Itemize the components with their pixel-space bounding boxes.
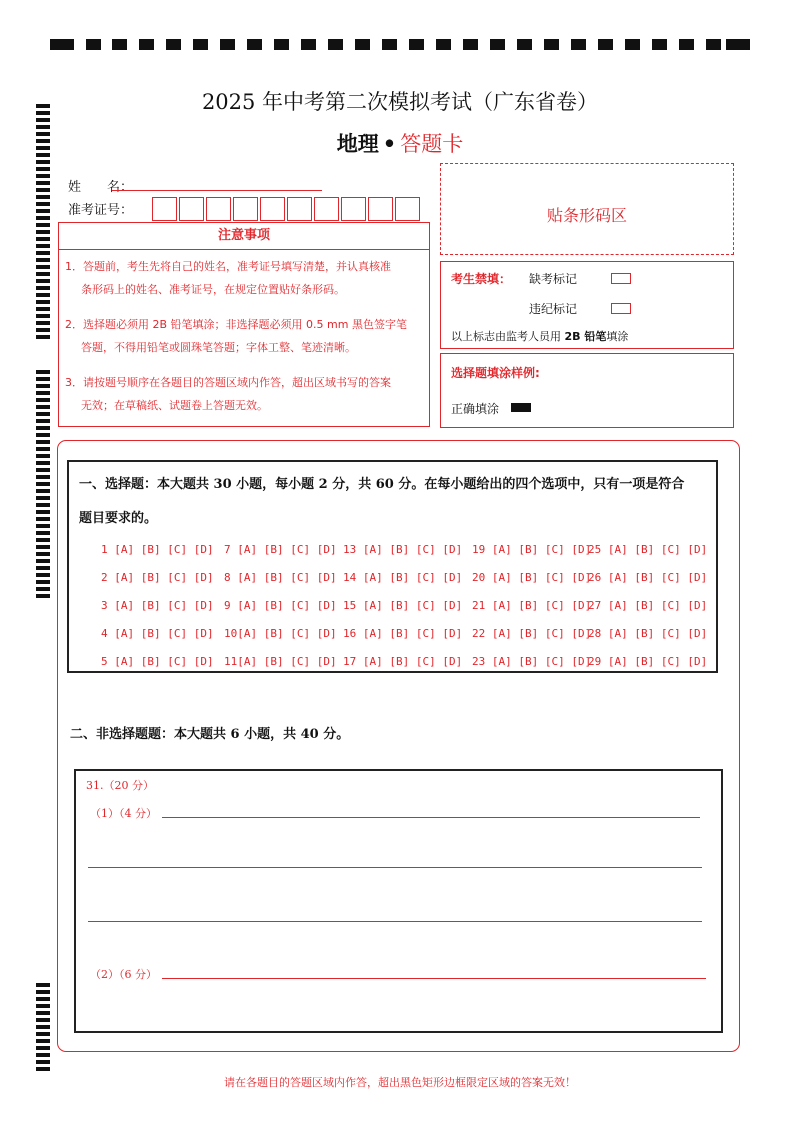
choice-question[interactable]: 26 [A] [B] [C] [D]	[588, 571, 708, 584]
timing-mark	[36, 454, 50, 458]
timing-mark	[36, 1004, 50, 1008]
choice-question[interactable]: 27 [A] [B] [C] [D]	[588, 599, 708, 612]
id-digit-box[interactable]	[395, 197, 420, 221]
choice-question[interactable]: 7 [A] [B] [C] [D]	[224, 543, 337, 556]
sample-heading: 选择题填涂样例:	[451, 366, 540, 380]
timing-mark	[36, 307, 50, 311]
violation-mark-box[interactable]	[611, 303, 631, 314]
timing-mark	[36, 1039, 50, 1043]
choice-question[interactable]: 20 [A] [B] [C] [D]	[472, 571, 592, 584]
timing-mark	[36, 251, 50, 255]
timing-mark	[36, 1032, 50, 1036]
choice-question[interactable]: 23 [A] [B] [C] [D]	[472, 655, 592, 668]
timing-mark	[36, 1018, 50, 1022]
notice-item: 答题，不得用铅笔或圆珠笔答题；字体工整、笔迹清晰。	[81, 341, 356, 354]
timing-mark	[36, 1011, 50, 1015]
timing-mark	[36, 1060, 50, 1064]
timing-mark	[36, 174, 50, 178]
timing-mark	[36, 272, 50, 276]
timing-mark	[36, 496, 50, 500]
section1-instructions-line1: 一、选择题：本大题共 30 小题，每小题 2 分，共 60 分。在每小题给出的四个选项中，只有一项是符合	[79, 477, 685, 492]
ban-label: 考生禁填：	[451, 272, 512, 286]
notice-item: 1．答题前，考生先将自己的姓名，准考证号填写清楚，并认真核准	[65, 260, 391, 273]
timing-mark	[36, 1025, 50, 1029]
timing-mark	[36, 461, 50, 465]
choice-question[interactable]: 4 [A] [B] [C] [D]	[101, 627, 214, 640]
id-digit-box[interactable]	[260, 197, 285, 221]
choice-question[interactable]: 19 [A] [B] [C] [D]	[472, 543, 592, 556]
timing-mark	[36, 314, 50, 318]
timing-mark	[36, 293, 50, 297]
choice-question[interactable]: 28 [A] [B] [C] [D]	[588, 627, 708, 640]
timing-mark	[36, 195, 50, 199]
choice-question[interactable]: 13 [A] [B] [C] [D]	[343, 543, 463, 556]
timing-mark	[36, 531, 50, 535]
choice-question[interactable]: 29 [A] [B] [C] [D]	[588, 655, 708, 668]
timing-mark	[36, 321, 50, 325]
timing-mark	[36, 447, 50, 451]
timing-mark	[36, 440, 50, 444]
timing-mark	[36, 426, 50, 430]
choice-question[interactable]: 16 [A] [B] [C] [D]	[343, 627, 463, 640]
timing-mark	[36, 412, 50, 416]
choice-question[interactable]: 1 [A] [B] [C] [D]	[101, 543, 214, 556]
timing-mark	[36, 244, 50, 248]
timing-mark	[36, 188, 50, 192]
q31-part2-label: （2）（6 分）	[90, 968, 157, 981]
timing-mark	[36, 566, 50, 570]
choice-question[interactable]: 2 [A] [B] [C] [D]	[101, 571, 214, 584]
notice-heading: 注意事项	[59, 223, 429, 250]
timing-mark	[36, 475, 50, 479]
timing-mark	[36, 990, 50, 994]
name-label: 姓 名：	[68, 180, 134, 195]
notice-item: 条形码上的姓名、准考证号，在规定位置贴好条形码。	[81, 283, 345, 296]
timing-mark	[36, 573, 50, 577]
timing-mark	[36, 286, 50, 290]
choice-question[interactable]: 10[A] [B] [C] [D]	[224, 627, 337, 640]
multiple-choice-section	[67, 460, 718, 673]
timing-mark	[36, 384, 50, 388]
q31-part1-label: （1）（4 分）	[90, 807, 157, 820]
notice-item: 2．选择题必须用 2B 铅笔填涂；非选择题必须用 0.5 mm 黑色签字笔	[65, 318, 407, 331]
timing-mark	[36, 517, 50, 521]
timing-mark	[36, 223, 50, 227]
section1-instructions	[79, 468, 709, 536]
choice-question[interactable]: 9 [A] [B] [C] [D]	[224, 599, 337, 612]
answer-line[interactable]	[88, 921, 702, 922]
timing-mark	[36, 335, 50, 339]
choice-question[interactable]: 8 [A] [B] [C] [D]	[224, 571, 337, 584]
timing-mark	[36, 468, 50, 472]
id-digit-box[interactable]	[152, 197, 177, 221]
id-digit-box[interactable]	[341, 197, 366, 221]
timing-mark	[36, 433, 50, 437]
timing-mark	[36, 300, 50, 304]
correct-fill-label: 正确填涂	[451, 402, 500, 416]
violation-label: 违纪标记	[529, 302, 578, 316]
timing-mark	[36, 482, 50, 486]
answer-line[interactable]	[162, 817, 700, 818]
timing-mark	[36, 587, 50, 591]
sample-box	[440, 353, 734, 428]
name-field[interactable]	[112, 190, 322, 191]
timing-mark	[36, 265, 50, 269]
choice-question[interactable]: 15 [A] [B] [C] [D]	[343, 599, 463, 612]
id-number-boxes[interactable]	[152, 197, 422, 221]
ban-box	[440, 261, 734, 349]
id-digit-box[interactable]	[233, 197, 258, 221]
answer-line[interactable]	[88, 867, 702, 868]
section2-title: 二、非选择题题：本大题共 6 小题，共 40 分。	[70, 727, 350, 742]
card-subtitle	[0, 128, 800, 158]
free-response-section	[74, 769, 723, 1033]
timing-mark	[36, 580, 50, 584]
timing-mark	[36, 1067, 50, 1071]
separator: •	[382, 131, 397, 156]
id-label: 准考证号：	[68, 203, 134, 218]
timing-mark	[36, 258, 50, 262]
timing-mark	[36, 510, 50, 514]
timing-mark	[36, 118, 50, 122]
barcode-area: 贴条形码区	[440, 163, 734, 255]
choice-question[interactable]: 25 [A] [B] [C] [D]	[588, 543, 708, 556]
timing-mark	[36, 202, 50, 206]
timing-mark	[36, 489, 50, 493]
choice-question[interactable]: 17 [A] [B] [C] [D]	[343, 655, 463, 668]
timing-mark	[36, 181, 50, 185]
subject-label: 地理	[336, 132, 379, 156]
id-digit-box[interactable]	[314, 197, 339, 221]
timing-mark	[36, 997, 50, 1001]
id-digit-box[interactable]	[368, 197, 393, 221]
timing-mark	[36, 503, 50, 507]
id-digit-box[interactable]	[179, 197, 204, 221]
timing-mark	[36, 167, 50, 171]
ban-note	[451, 328, 628, 344]
timing-mark	[36, 237, 50, 241]
footer-warning: 请在各题目的答题区域内作答，超出黑色矩形边框限定区域的答案无效！	[224, 1076, 576, 1089]
q31-label: 31.（20 分）	[86, 779, 154, 792]
timing-mark	[36, 209, 50, 213]
timing-mark	[36, 419, 50, 423]
exam-title: 2025 年中考第二次模拟考试（广东省卷）	[201, 90, 599, 114]
choice-question[interactable]: 21 [A] [B] [C] [D]	[472, 599, 592, 612]
id-digit-box[interactable]	[206, 197, 231, 221]
card-label: 答题卡	[400, 132, 464, 156]
timing-mark	[36, 594, 50, 598]
timing-mark	[36, 1053, 50, 1057]
id-digit-box[interactable]	[287, 197, 312, 221]
choice-question[interactable]: 22 [A] [B] [C] [D]	[472, 627, 592, 640]
notice-item: 3．请按题号顺序在各题目的答题区域内作答，超出区域书写的答案	[65, 376, 391, 389]
ban-note-prefix: 以上标志由监考人员用	[451, 330, 565, 343]
answer-line[interactable]	[162, 978, 706, 979]
notice-box	[58, 222, 430, 427]
timing-mark	[36, 398, 50, 402]
timing-mark	[36, 545, 50, 549]
timing-mark	[36, 524, 50, 528]
timing-mark	[36, 1046, 50, 1050]
timing-mark	[36, 160, 50, 164]
timing-mark	[36, 230, 50, 234]
choice-question[interactable]: 11[A] [B] [C] [D]	[224, 655, 337, 668]
timing-mark	[36, 405, 50, 409]
timing-mark	[36, 391, 50, 395]
notice-item: 无效；在草稿纸、试题卷上答题无效。	[81, 399, 268, 412]
timing-mark	[36, 328, 50, 332]
timing-mark	[36, 216, 50, 220]
filled-sample-mark	[511, 403, 531, 412]
timing-mark	[36, 377, 50, 381]
ban-note-bold: 2B 铅笔	[564, 330, 607, 343]
timing-mark	[36, 370, 50, 374]
absent-label: 缺考标记	[529, 272, 578, 286]
choice-question[interactable]: 14 [A] [B] [C] [D]	[343, 571, 463, 584]
timing-mark	[36, 552, 50, 556]
choice-question[interactable]: 5 [A] [B] [C] [D]	[101, 655, 214, 668]
timing-mark	[36, 559, 50, 563]
section1-instructions-line2: 题目要求的。	[79, 511, 158, 526]
absent-mark-box[interactable]	[611, 273, 631, 284]
timing-mark	[36, 279, 50, 283]
choice-question[interactable]: 3 [A] [B] [C] [D]	[101, 599, 214, 612]
ban-note-suffix: 填涂	[606, 330, 629, 343]
timing-mark	[36, 538, 50, 542]
timing-mark	[36, 983, 50, 987]
